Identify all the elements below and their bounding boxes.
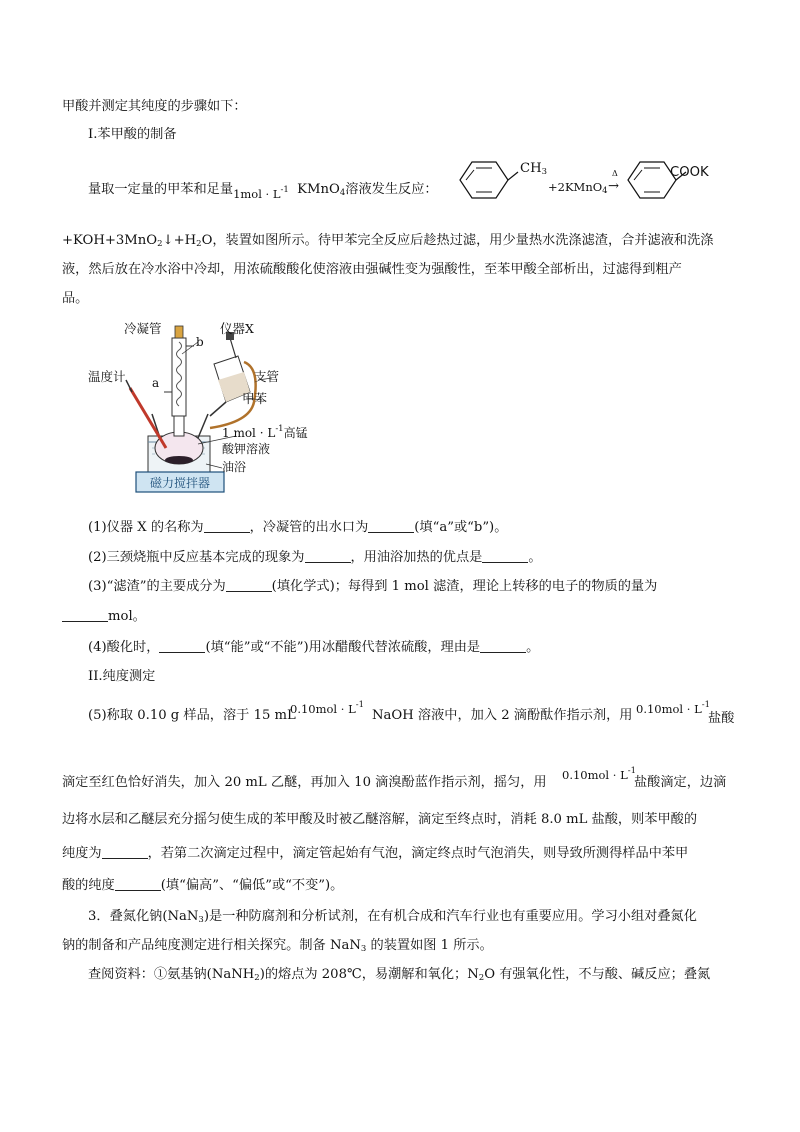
concentration: $1mol \cdot L^{-1}$ xyxy=(233,185,289,201)
problem-3-line-1: 3．叠氮化钠(NaN$_3$)是一种防腐剂和分析试剂，在有机合成和汽车行业也有重要应用。学习小组对叠氮化 xyxy=(88,909,697,925)
label-instrument-x: 仪器X xyxy=(220,321,254,336)
concentration-hcl-1: $0.10mol \cdot L^{-1}$ xyxy=(636,700,710,716)
question-5-line-2: 滴定至红色恰好消失，加入 20 mL 乙醚，再加入 10 滴溴酚蓝作指示剂，摇匀，用 xyxy=(62,775,547,790)
reagent-kmno4: +2KMnO$_4$ xyxy=(548,180,608,196)
label-b: b xyxy=(196,335,204,349)
label-thermometer: 温度计 xyxy=(88,369,126,384)
question-5-line-3: 边将水层和乙醚层充分摇匀使生成的苯甲酸及时被乙醚溶解，滴定至终点时，消耗 8.0 mL 盐酸，则苯甲酸的 xyxy=(62,812,698,827)
ch3-group: $CH_3$ xyxy=(520,161,548,177)
section-heading-purity: II.纯度测定 xyxy=(88,669,156,684)
heat-symbol: Δ xyxy=(612,169,618,178)
answer-blank[interactable] xyxy=(115,878,161,891)
answer-blank[interactable] xyxy=(480,640,526,653)
label-permanganate-2: 酸钾溶液 xyxy=(222,442,271,456)
paragraph-line-1: $+KOH+3MnO_2↓+H_2O$，装置如图所示。待甲苯完全反应后趁热过滤，用少量热水洗涤滤渣，合并滤液和洗涤 xyxy=(62,233,714,249)
question-4: (4)酸化时， (填“能”或“不能”)用冰醋酸代替浓硫酸，理由是 。 xyxy=(88,640,540,655)
reaction-line xyxy=(88,181,438,203)
label-oil-bath: 油浴 xyxy=(222,460,247,474)
question-5-hcl: 盐酸 xyxy=(708,711,735,726)
label-side-tube: 支管 xyxy=(254,369,280,384)
question-5-line-5: 酸的纯度 (填“偏高”、“偏低”或“不变”)。 xyxy=(62,878,344,893)
reaction-prefix: 量取一定量的甲苯和足量 xyxy=(88,182,234,197)
label-a: a xyxy=(152,376,160,390)
answer-blank[interactable] xyxy=(482,550,528,563)
label-toluene: 甲苯 xyxy=(242,391,268,406)
question-1: (1)仪器 X 的名称为 ，冷凝管的出水口为 (填“a”或“b”)。 xyxy=(88,520,508,535)
label-permanganate-1: 1 mol · $L^{-1}$高锰 xyxy=(222,424,308,440)
problem-3-line-2: 钠的制备和产品纯度测定进行相关探究。制备 NaN$_3$ 的装置如图 1 所示。 xyxy=(62,938,493,954)
concentration-naoh: $0.10mol \cdot L^{-1}$ xyxy=(290,700,364,716)
answer-blank[interactable] xyxy=(102,846,148,859)
answer-blank[interactable] xyxy=(62,609,108,622)
paragraph-line-2: 液，然后放在冷水浴中冷却，用浓硫酸酸化使溶液由强碱性变为强酸性，至苯甲酸全部析出，过滤得到粗产 xyxy=(62,262,682,277)
label-stirrer: 磁力搅拌器 xyxy=(150,476,211,490)
question-3-continued: mol。 xyxy=(62,608,146,626)
label-condenser: 冷凝管 xyxy=(124,321,162,336)
answer-blank[interactable] xyxy=(368,520,414,533)
problem-3-line-3: 查阅资料：①氨基钠(NaNH$_2$)的熔点为 208℃，易潮解和氧化；$N_2O$ 有强氧化性，不与酸、碱反应；叠氮 xyxy=(88,967,711,983)
concentration-hcl-2: $0.10mol \cdot L^{-1}$ xyxy=(562,766,636,782)
question-5-line-1: (5)称取 0.10 g 样品，溶于 15 mL xyxy=(88,708,296,723)
question-5-naoh: NaOH 溶液中，加入 2 滴酚酞作指示剂，用 xyxy=(372,708,633,723)
question-2: (2)三颈烧瓶中反应基本完成的现象为 ，用油浴加热的优点是 。 xyxy=(88,550,542,565)
answer-blank[interactable] xyxy=(159,640,205,653)
reaction-suffix: 溶液发生反应： xyxy=(345,182,438,197)
answer-blank[interactable] xyxy=(305,550,351,563)
question-3: (3)“滤渣”的主要成分为 (填化学式)；每得到 1 mol 滤渣，理论上转移的电子的物质的量为 xyxy=(88,579,658,594)
reaction-arrow: → xyxy=(608,179,620,194)
paragraph-line-3: 品。 xyxy=(62,291,89,306)
answer-blank[interactable] xyxy=(226,579,272,592)
question-5-line-4: 纯度为 ，若第二次滴定过程中，滴定管起始有气泡，滴定终点时气泡消失，则导致所测得样品中苯甲 xyxy=(62,846,689,861)
intro-text: 甲酸并测定其纯度的步骤如下： xyxy=(62,99,247,114)
kmno4-formula: KMnO$_4$ xyxy=(297,182,346,198)
question-5-titrate: 盐酸滴定，边滴 xyxy=(634,775,727,790)
answer-blank[interactable] xyxy=(204,520,250,533)
cook-group: COOK xyxy=(670,165,709,180)
section-heading-preparation: I.苯甲酸的制备 xyxy=(88,127,177,142)
